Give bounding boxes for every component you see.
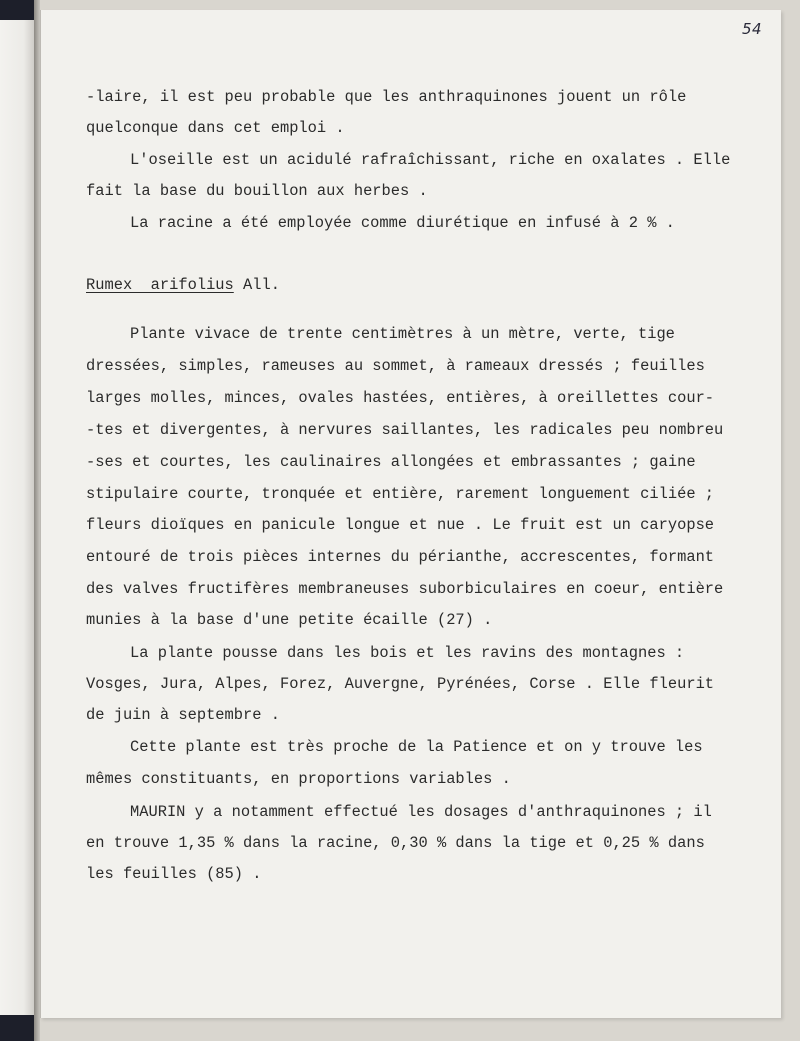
- text-line: des valves fructifères membraneuses suborbiculaires en coeur, entière: [86, 580, 724, 598]
- text-line: fleurs dioïques en panicule longue et nue . Le fruit est un caryopse: [86, 516, 715, 534]
- text-line: stipulaire courte, tronquée et entière, rarement longuement ciliée ;: [86, 485, 715, 503]
- text-line: les feuilles (85) .: [86, 865, 262, 883]
- text-line: Cette plante est très proche de la Patience et on y trouve les: [130, 738, 703, 756]
- text-line: dressées, simples, rameuses au sommet, à rameaux dressés ; feuilles: [86, 357, 705, 375]
- text-line: quelconque dans cet emploi .: [86, 119, 345, 137]
- text-line: larges molles, minces, ovales hastées, entières, à oreillettes cour-: [86, 389, 715, 407]
- text-line: en trouve 1,35 % dans la racine, 0,30 % dans la tige et 0,25 % dans: [86, 834, 705, 852]
- binding-shadow-bottom: [0, 1015, 34, 1041]
- text-line: mêmes constituants, en proportions variables .: [86, 770, 511, 788]
- text-line: fait la base du bouillon aux herbes .: [86, 182, 428, 200]
- text-line: -ses et courtes, les caulinaires allongées et embrassantes ; gaine: [86, 453, 696, 471]
- text-line: -laire, il est peu probable que les anthraquinones jouent un rôle: [86, 88, 687, 106]
- text-line: MAURIN y a notamment effectué les dosages d'anthraquinones ; il: [130, 803, 712, 821]
- species-heading: [86, 278, 280, 293]
- text-line: La racine a été employée comme diurétique en infusé à 2 % .: [130, 214, 675, 232]
- page-number: 54: [742, 20, 763, 38]
- binding-shadow-top: [0, 0, 34, 20]
- text-line: entouré de trois pièces internes du périanthe, accrescentes, formant: [86, 548, 715, 566]
- text-line: La plante pousse dans les bois et les ravins des montagnes :: [130, 644, 685, 662]
- species-author: All.: [233, 276, 280, 294]
- text-line: L'oseille est un acidulé rafraîchissant, riche en oxalates . Elle: [130, 151, 731, 169]
- text-line: Vosges, Jura, Alpes, Forez, Auvergne, Pyrénées, Corse . Elle fleurit: [86, 675, 715, 693]
- text-line: munies à la base d'une petite écaille (27) .: [86, 611, 493, 629]
- text-line: -tes et divergentes, à nervures saillantes, les radicales peu nombreu: [86, 421, 724, 439]
- text-line: Plante vivace de trente centimètres à un mètre, verte, tige: [130, 325, 675, 343]
- species-name: Rumex arifolius: [86, 276, 234, 294]
- text-line: de juin à septembre .: [86, 706, 280, 724]
- binding-edge: [0, 0, 34, 1041]
